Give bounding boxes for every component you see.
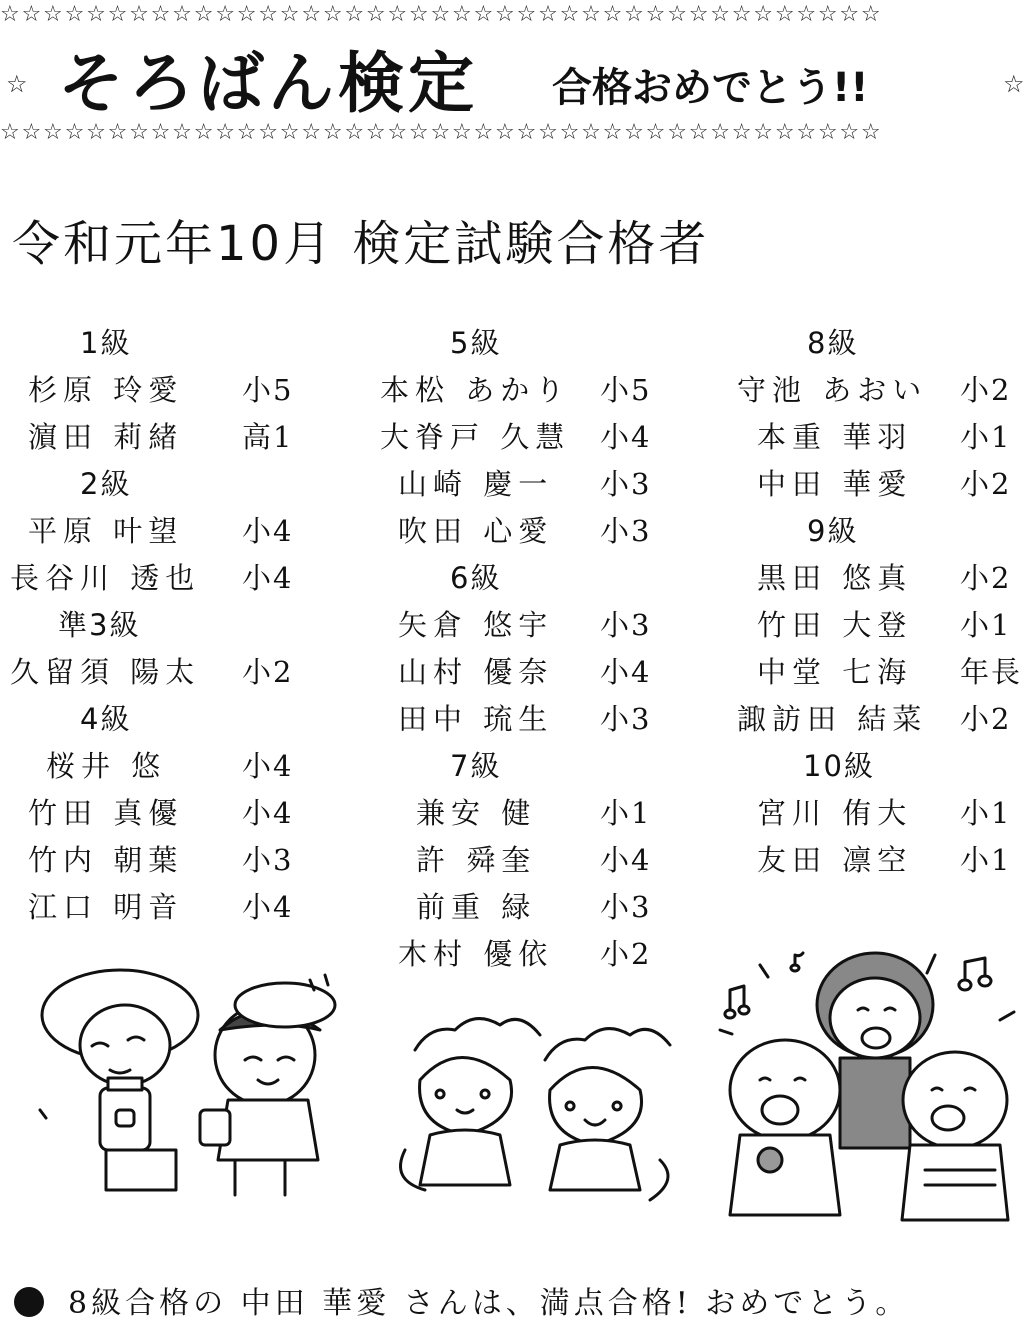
- school-grade: 小3: [600, 467, 652, 501]
- school-grade: 小2: [960, 467, 1012, 501]
- school-grade: 小3: [242, 843, 294, 877]
- person-name: 中田 華愛: [757, 467, 913, 501]
- school-grade: 小4: [242, 796, 294, 830]
- school-grade: 小1: [960, 843, 1012, 877]
- list-item: [0, 414, 320, 461]
- footer-note: [14, 1278, 909, 1322]
- person-name: 許 舜奎: [416, 843, 537, 877]
- grade-heading: 9級: [807, 514, 859, 548]
- list-item: [715, 790, 1035, 837]
- list-item: [715, 367, 1035, 414]
- school-grade: 小3: [600, 514, 652, 548]
- list-item: [715, 555, 1035, 602]
- school-grade: 小1: [960, 796, 1012, 830]
- person-name: 黒田 悠真: [757, 561, 913, 595]
- person-name: 大脊戸 久慧: [380, 420, 571, 454]
- star-icon-left: ☆: [6, 70, 28, 98]
- singing-children-illustration: [710, 940, 1030, 1240]
- grade-heading: 8級: [807, 326, 859, 360]
- school-grade: 小2: [960, 373, 1012, 407]
- grade-heading: 7級: [450, 749, 502, 783]
- person-name: 宮川 侑大: [757, 796, 913, 830]
- school-grade: 小3: [600, 890, 652, 924]
- grade-heading: 10級: [803, 749, 875, 783]
- results-column-2: [360, 320, 690, 978]
- list-item: [715, 696, 1035, 743]
- list-item: [0, 649, 320, 696]
- footer-text: 8級合格の 中田 華愛 さんは、満点合格! おめでとう。: [68, 1286, 910, 1321]
- person-name: 友田 凛空: [757, 843, 913, 877]
- person-name: 守池 あおい: [737, 373, 928, 407]
- school-grade: 小2: [242, 655, 294, 689]
- person-name: 前重 緑: [416, 890, 537, 924]
- person-name: 吹田 心愛: [398, 514, 554, 548]
- page-heading: 令和元年10月 検定試験合格者: [12, 216, 710, 272]
- person-name: 諏訪田 結菜: [737, 702, 928, 736]
- school-grade: 小4: [600, 655, 652, 689]
- school-grade: 小1: [960, 420, 1012, 454]
- star-border-top: ☆☆☆☆☆☆☆☆☆☆☆☆☆☆☆☆☆☆☆☆☆☆☆☆☆☆☆☆☆☆☆☆☆☆☆☆☆☆☆☆☆: [0, 2, 883, 27]
- grade-heading: 1級: [80, 326, 132, 360]
- person-name: 兼安 健: [416, 796, 537, 830]
- list-item: [360, 461, 690, 508]
- person-name: 中堂 七海: [757, 655, 913, 689]
- results-column-3: [715, 320, 1035, 884]
- school-grade: 小4: [600, 420, 652, 454]
- school-grade: 小4: [242, 561, 294, 595]
- list-item: [0, 508, 320, 555]
- person-name: 久留須 陽太: [10, 655, 201, 689]
- school-grade: 小4: [242, 514, 294, 548]
- person-name: 濵田 莉緒: [28, 420, 184, 454]
- person-name: 本松 あかり: [380, 373, 571, 407]
- person-name: 矢倉 悠宇: [398, 608, 554, 642]
- school-grade: 小2: [960, 702, 1012, 736]
- grade-heading: 5級: [450, 326, 502, 360]
- list-item: [360, 884, 690, 931]
- school-grade: 小1: [960, 608, 1012, 642]
- star-border-bottom: ☆☆☆☆☆☆☆☆☆☆☆☆☆☆☆☆☆☆☆☆☆☆☆☆☆☆☆☆☆☆☆☆☆☆☆☆☆☆☆☆☆: [0, 120, 883, 145]
- list-item: [715, 414, 1035, 461]
- person-name: 田中 琉生: [398, 702, 554, 736]
- list-item: [0, 743, 320, 790]
- list-item: [360, 508, 690, 555]
- list-item: [360, 931, 690, 978]
- list-item: [360, 790, 690, 837]
- list-item: [360, 696, 690, 743]
- school-grade: 小4: [600, 843, 652, 877]
- person-name: 杉原 玲愛: [28, 373, 184, 407]
- school-grade: 小4: [242, 890, 294, 924]
- list-item: [0, 367, 320, 414]
- results-column-1: [0, 320, 320, 931]
- list-item: [0, 555, 320, 602]
- star-icon-right: ☆: [1003, 70, 1025, 98]
- list-item: [715, 649, 1035, 696]
- person-name: 長谷川 透也: [10, 561, 201, 595]
- banner-title: そろばん検定: [58, 45, 478, 122]
- school-grade: 小1: [600, 796, 652, 830]
- grade-heading: 2級: [80, 467, 132, 501]
- list-item: [715, 461, 1035, 508]
- school-grade: 小5: [242, 373, 294, 407]
- person-name: 木村 優依: [398, 937, 554, 971]
- person-name: 江口 明音: [28, 890, 184, 924]
- person-name: 竹田 大登: [757, 608, 913, 642]
- list-item: [360, 602, 690, 649]
- list-item: [0, 837, 320, 884]
- list-item: [360, 649, 690, 696]
- list-item: [715, 602, 1035, 649]
- school-grade: 小3: [600, 608, 652, 642]
- banner-subtitle: 合格おめでとう!!: [552, 65, 869, 111]
- children-drinking-illustration: [30, 960, 350, 1210]
- school-grade: 小5: [600, 373, 652, 407]
- person-name: 竹内 朝葉: [28, 843, 184, 877]
- person-name: 桜井 悠: [46, 749, 167, 783]
- grade-heading: 4級: [80, 702, 132, 736]
- person-name: 本重 華羽: [757, 420, 913, 454]
- person-name: 山崎 慶一: [398, 467, 554, 501]
- person-name: 竹田 真優: [28, 796, 184, 830]
- person-name: 平原 叶望: [28, 514, 184, 548]
- list-item: [360, 367, 690, 414]
- school-grade: 小2: [960, 561, 1012, 595]
- school-grade: 小4: [242, 749, 294, 783]
- list-item: [715, 837, 1035, 884]
- grade-heading: 6級: [450, 561, 502, 595]
- school-grade: 高1: [242, 420, 294, 454]
- list-item: [360, 837, 690, 884]
- person-name: 山村 優奈: [398, 655, 554, 689]
- list-item: [0, 884, 320, 931]
- grade-heading: 準3級: [58, 608, 141, 642]
- school-grade: 小3: [600, 702, 652, 736]
- school-grade: 年長: [960, 655, 1023, 689]
- list-item: [0, 790, 320, 837]
- bullet-icon: [14, 1287, 44, 1317]
- list-item: [360, 414, 690, 461]
- foxes-illustration: [385, 1010, 685, 1210]
- school-grade: 小2: [600, 937, 652, 971]
